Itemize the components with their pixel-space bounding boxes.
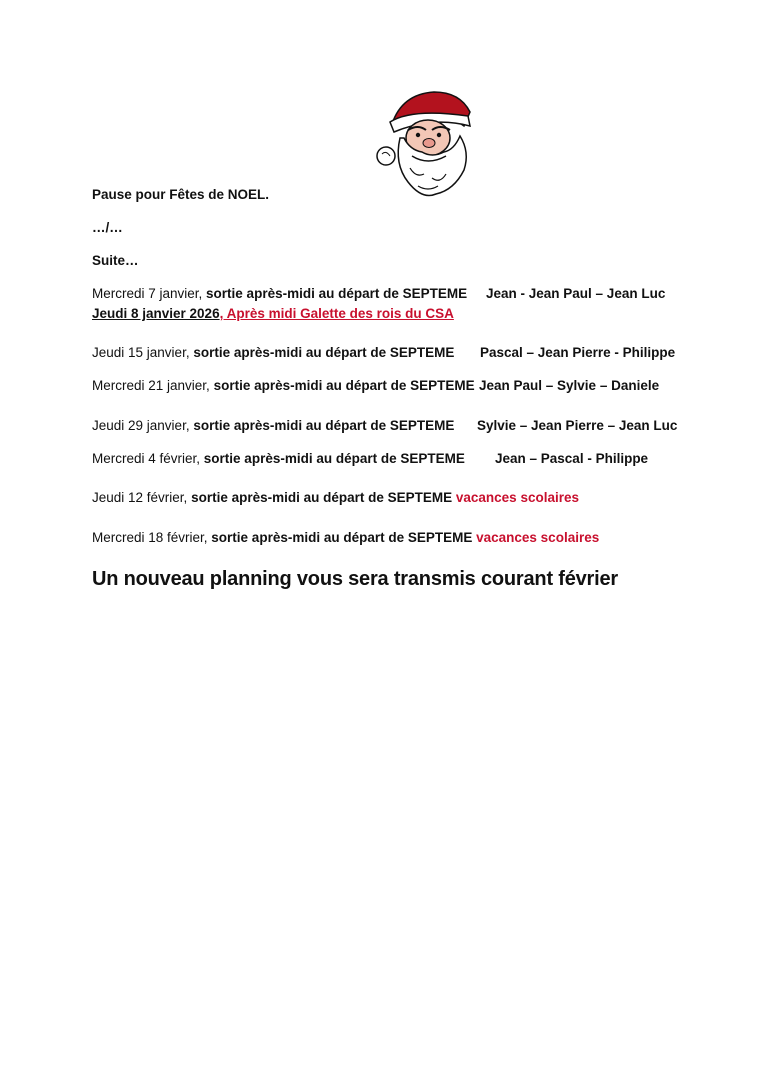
- special-event-row: [92, 305, 454, 323]
- pause-heading: Pause pour Fêtes de NOEL.: [92, 187, 270, 202]
- event-note: vacances scolaires: [452, 490, 579, 505]
- event-day: Mercredi 7 janvier,: [92, 286, 203, 301]
- event-day: Mercredi 4 février,: [92, 451, 201, 466]
- event-day: Mercredi 21 janvier,: [92, 378, 210, 393]
- event-names: Pascal – Jean Pierre - Philippe: [480, 345, 676, 360]
- ellipsis-marker: …/…: [92, 220, 123, 235]
- event-desc: sortie après-midi au départ de SEPTEME: [202, 286, 468, 301]
- event-desc: sortie après-midi au départ de SEPTEME: [187, 490, 453, 505]
- event-day: Mercredi 18 février,: [92, 530, 208, 545]
- event-row: [92, 489, 579, 507]
- event-row: [92, 450, 465, 468]
- santa-claus-icon: [372, 86, 482, 202]
- event-note: vacances scolaires: [472, 530, 600, 545]
- event-names: Jean Paul – Sylvie – Daniele: [479, 378, 660, 393]
- special-event-date: Jeudi 8 janvier 2026: [92, 306, 220, 321]
- event-desc: sortie après-midi au départ de SEPTEME: [207, 530, 473, 545]
- event-day: Jeudi 29 janvier,: [92, 418, 190, 433]
- event-names: Jean - Jean Paul – Jean Luc: [486, 286, 666, 301]
- event-row: [92, 285, 467, 303]
- event-day: Jeudi 12 février,: [92, 490, 188, 505]
- event-names: Jean – Pascal - Philippe: [495, 451, 649, 466]
- event-day: Jeudi 15 janvier,: [92, 345, 190, 360]
- suite-heading: Suite…: [92, 253, 139, 268]
- event-row: [92, 529, 599, 547]
- event-row: [92, 417, 454, 435]
- event-desc: sortie après-midi au départ de SEPTEME: [200, 451, 465, 466]
- event-row: [92, 344, 454, 362]
- special-event-text: , Après midi Galette des rois du CSA: [219, 306, 454, 321]
- event-desc: sortie après-midi au départ de SEPTEME: [189, 418, 455, 433]
- event-row: [92, 377, 475, 395]
- footer-announcement: Un nouveau planning vous sera transmis courant février: [92, 568, 619, 590]
- event-desc: sortie après-midi au départ de SEPTEME: [209, 378, 475, 393]
- event-desc: sortie après-midi au départ de SEPTEME: [189, 345, 455, 360]
- event-names: Sylvie – Jean Pierre – Jean Luc: [477, 418, 678, 433]
